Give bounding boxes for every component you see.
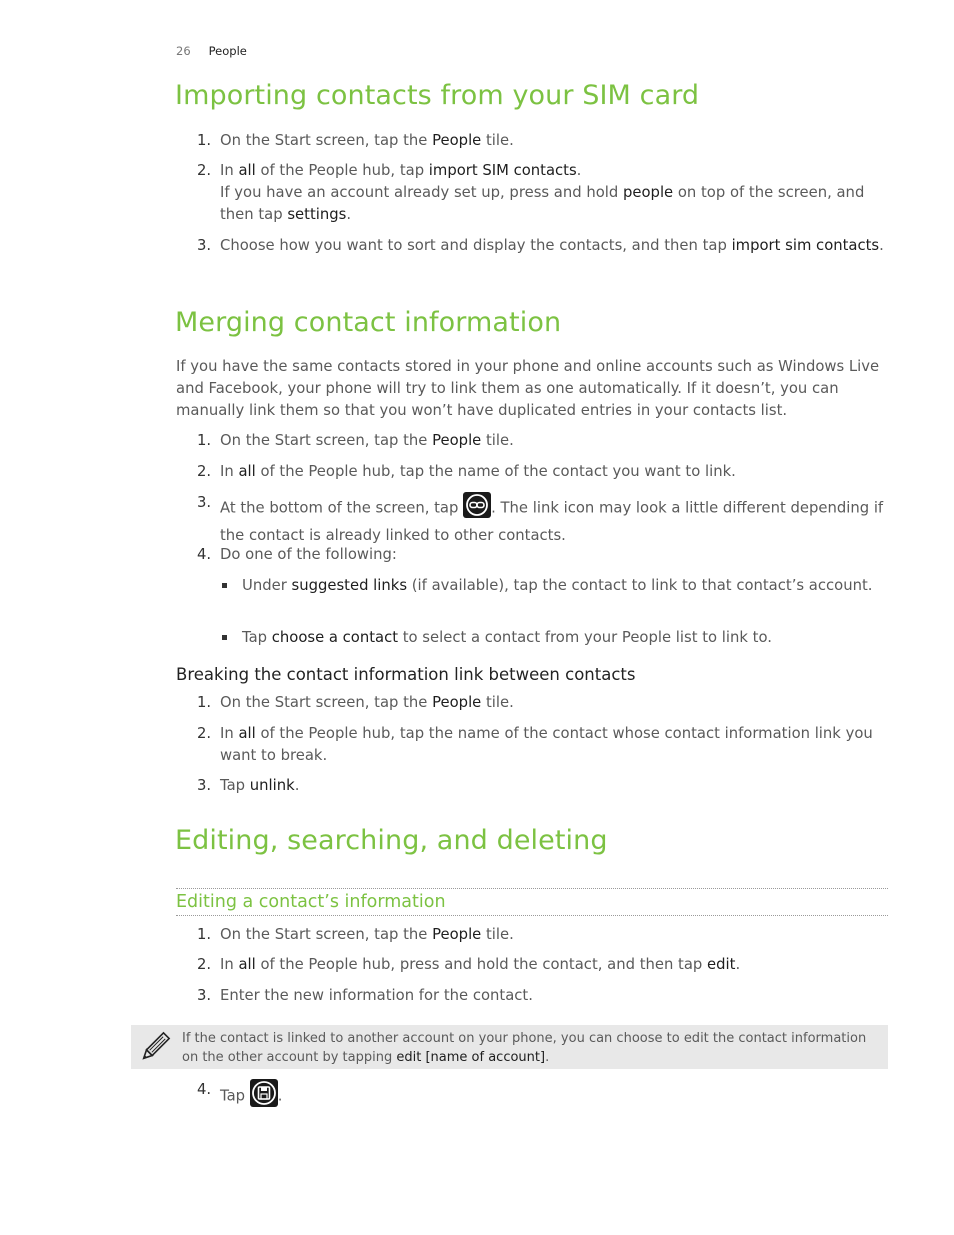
edit-step-4: 4. Tap . <box>176 1079 888 1114</box>
break-step-3: 3. Tap unlink. <box>197 777 300 794</box>
heading-editing-searching-deleting: Editing, searching, and deleting <box>175 825 608 856</box>
divider-bottom <box>176 915 888 916</box>
note-text: If the contact is linked to another account on your phone, you can choose to edit the contact information on the other account by tapping edit [name of account]. <box>182 1031 867 1065</box>
save-icon <box>250 1079 278 1114</box>
merge-bullet-2: Tap choose a contact to select a contact from your People list to link to. <box>176 627 888 649</box>
bullet-square <box>222 583 227 588</box>
import-step-1: 1. On the Start screen, tap the People tile. <box>197 132 514 149</box>
import-step-2: 2. In all of the People hub, tap import SIM contacts. If you have an account already set up, press and hold people on top of the screen, and then tap settings. <box>197 162 865 223</box>
heading-merging-contact: Merging contact information <box>175 307 562 338</box>
edit-step-3: 3. Enter the new information for the contact. <box>197 987 533 1004</box>
merge-step-1: 1. On the Start screen, tap the People tile. <box>197 432 514 449</box>
link-icon <box>463 492 491 525</box>
merge-step-4: 4. Do one of the following: <box>197 546 397 563</box>
subheading-editing-contact: Editing a contact’s information <box>176 892 446 912</box>
merge-step-3: 3. At the bottom of the screen, tap . The link icon may look a little different depending if the contact is already linked to other contacts. <box>197 494 884 544</box>
edit-step-1: 1. On the Start screen, tap the People tile. <box>197 926 514 943</box>
heading-importing-contacts: Importing contacts from your SIM card <box>175 80 700 111</box>
page-number: 26 <box>176 44 191 58</box>
divider-top <box>176 888 888 889</box>
merge-bullet-1: Under suggested links (if available), tap the contact to link to that contact’s account. <box>176 575 888 597</box>
break-step-1: 1. On the Start screen, tap the People tile. <box>197 694 514 711</box>
break-step-2: 2. In all of the People hub, tap the name of the contact whose contact information link you want to break. <box>197 725 873 764</box>
merge-step-2: 2. In all of the People hub, tap the name of the contact you want to link. <box>197 463 736 480</box>
subheading-breaking-link: Breaking the contact information link between contacts <box>176 665 636 684</box>
merge-intro: If you have the same contacts stored in your phone and online accounts such as Windows Live and Facebook, your phone will try to link them as one automatically. If it doesn’t, you can manually link them so that you won’t have duplicated entries in your contacts list. <box>176 358 880 419</box>
note-box <box>131 1025 888 1069</box>
import-step-3: 3. Choose how you want to sort and display the contacts, and then tap import sim contacts. <box>197 237 884 254</box>
page-header <box>176 44 247 58</box>
section-name: People <box>208 44 247 58</box>
bullet-square <box>222 635 227 640</box>
edit-step-2: 2. In all of the People hub, press and hold the contact, and then tap edit. <box>197 956 741 973</box>
pencil-icon <box>138 1030 172 1068</box>
